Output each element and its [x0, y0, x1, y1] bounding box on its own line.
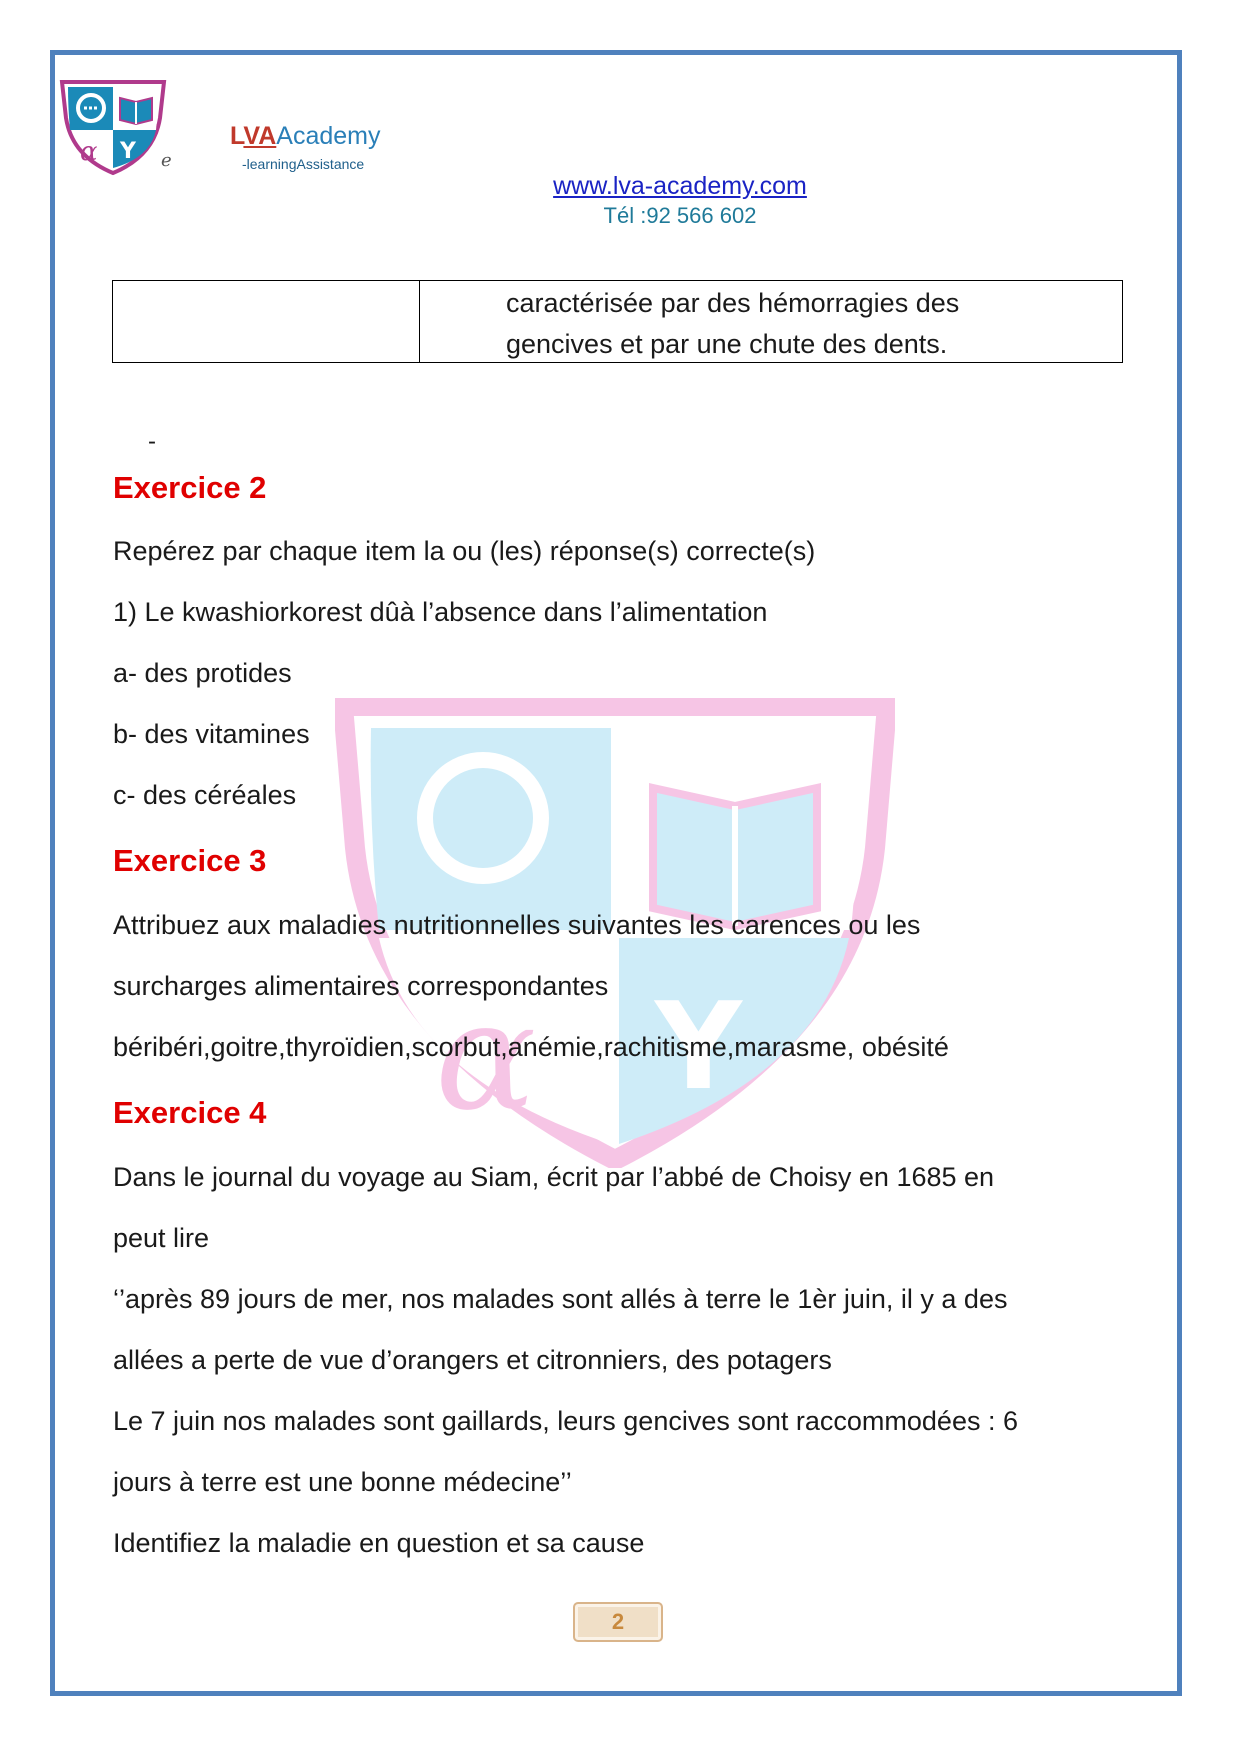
- exercice-4-line: allées a perte de vue d’orangers et citronniers, des potagers: [113, 1345, 832, 1375]
- brand-academy: Academy: [276, 122, 381, 150]
- exercice-4-line: peut lire: [113, 1223, 210, 1253]
- table-cell-line: gencives et par une chute des dents.: [506, 329, 948, 359]
- exercice-2-title: Exercice 2: [113, 470, 267, 505]
- stray-dash: -: [148, 428, 156, 455]
- svg-text:α: α: [80, 137, 98, 167]
- exercice-4-line: Le 7 juin nos malades sont gaillards, leurs gencives sont raccommodées : 6: [113, 1406, 1018, 1436]
- svg-text:Y: Y: [120, 139, 136, 164]
- brand-name: [230, 122, 381, 150]
- table-cell-empty: [113, 281, 420, 362]
- exercice-2-line: b- des vitamines: [113, 719, 310, 749]
- exercice-4-line: Identifiez la maladie en question et sa cause: [113, 1528, 645, 1558]
- exercice-4-line: jours à terre est une bonne médecine’’: [113, 1467, 572, 1497]
- lva-academy-logo: [58, 78, 168, 176]
- brand-l: L: [230, 122, 244, 150]
- page-number: 2: [573, 1602, 663, 1642]
- exercice-4-title: Exercice 4: [113, 1095, 267, 1130]
- exercice-2-line: 1) Le kwashiorkorest dûà l’absence dans l’alimentation: [113, 597, 768, 627]
- logo-letter: e: [161, 150, 172, 171]
- exercice-3-line: Attribuez aux maladies nutritionnelles suivantes les carences ou les: [113, 910, 921, 940]
- exercice-3-title: Exercice 3: [113, 843, 267, 878]
- exercice-2-line: a- des protides: [113, 658, 292, 688]
- svg-text:α: α: [435, 970, 537, 1144]
- exercice-3-line: surcharges alimentaires correspondantes: [113, 971, 609, 1001]
- svg-text:Y: Y: [655, 978, 742, 1117]
- brand-tagline: -learningAssistance: [242, 156, 365, 172]
- phone-number: Tél :92 566 602: [603, 203, 757, 228]
- website-link[interactable]: www.lva-academy.com: [553, 172, 807, 200]
- exercice-2-line: Repérez par chaque item la ou (les) réponse(s) correcte(s): [113, 536, 816, 566]
- table-cell-description: [420, 281, 1122, 362]
- exercice-3-line: béribéri,goitre,thyroïdien,scorbut,anémie,rachitisme,marasme, obésité: [113, 1032, 949, 1062]
- brand-va: VA: [243, 122, 277, 150]
- exercice-4-line: Dans le journal du voyage au Siam, écrit par l’abbé de Choisy en 1685 en: [113, 1162, 995, 1192]
- exercice-2-line: c- des céréales: [113, 780, 297, 810]
- disease-table: [112, 280, 1123, 363]
- exercice-4-line: ‘’après 89 jours de mer, nos malades sont allés à terre le 1èr juin, il y a des: [113, 1284, 1008, 1314]
- table-cell-line: caractérisée par des hémorragies des: [506, 288, 960, 318]
